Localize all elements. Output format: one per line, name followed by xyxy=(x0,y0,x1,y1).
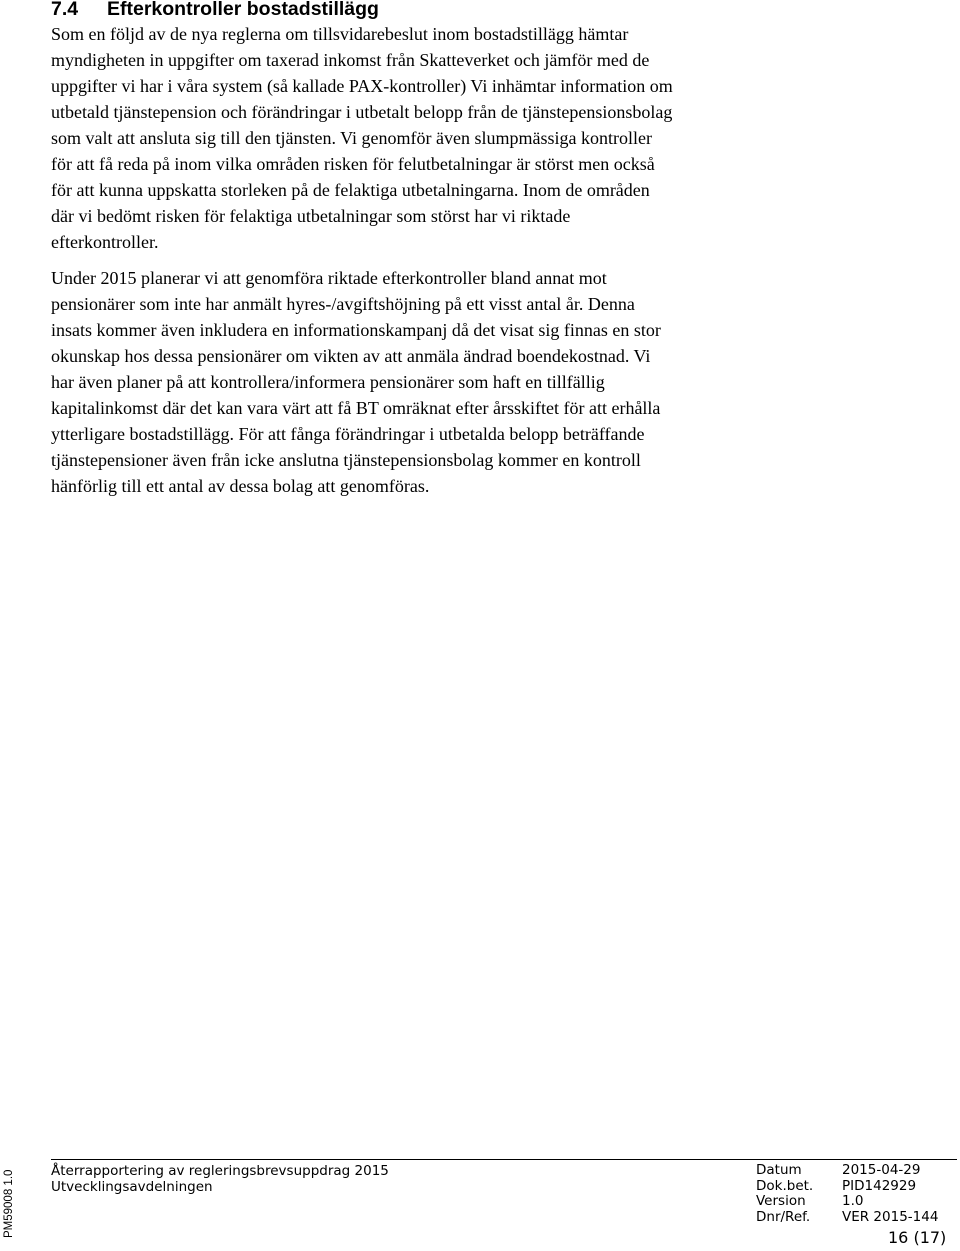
footer-metadata xyxy=(756,1163,938,1225)
text-line: Under 2015 planerar vi att genomföra riktade efterkontroller bland annat mot xyxy=(51,268,607,288)
meta-label: Version xyxy=(756,1193,806,1209)
text-line: för att kunna uppskatta storleken på de felaktiga utbetalningarna. Inom de områden xyxy=(51,180,650,200)
meta-label: Dok.bet. xyxy=(756,1177,814,1194)
text-line: har även planer på att kontrollera/informera pensionärer som haft en tillfällig xyxy=(51,372,605,392)
meta-label: Datum xyxy=(756,1162,802,1178)
form-code: PM59008 1.0 xyxy=(3,1169,15,1238)
text-line: okunskap hos dessa pensionärer om vikten av att anmäla ändrad boendekostnad. Vi xyxy=(51,346,651,366)
meta-value: 2015-04-29 xyxy=(842,1162,921,1178)
text-line: pensionärer som inte har anmält hyres-/avgiftshöjning på ett visst antal år. Denna xyxy=(51,294,635,314)
meta-label: Dnr/Ref. xyxy=(756,1208,811,1225)
footer-document-info xyxy=(51,1163,389,1195)
paragraph-1 xyxy=(51,21,741,255)
meta-row-version xyxy=(756,1194,938,1210)
footer-divider xyxy=(51,1159,957,1160)
text-line: efterkontroller. xyxy=(51,232,159,252)
text-line: utbetald tjänstepension och förändringar i utbetalt belopp från de tjänstepensionsbolag xyxy=(51,102,673,122)
section-number: 7.4 xyxy=(51,0,79,20)
text-line: hänförlig till ett antal av dessa bolag att genomföras. xyxy=(51,476,430,496)
department-name: Utvecklingsavdelningen xyxy=(51,1179,213,1195)
section-title: Efterkontroller bostadstillägg xyxy=(107,0,379,20)
text-line: Som en följd av de nya reglerna om tillsvidarebeslut inom bostadstillägg hämtar xyxy=(51,24,629,44)
text-line: kapitalinkomst där det kan vara värt att få BT omräknat efter årsskiftet för att erhålla xyxy=(51,398,661,418)
page-number: 16 (17) xyxy=(888,1228,947,1247)
paragraph-2 xyxy=(51,265,741,499)
meta-value: VER 2015-144 xyxy=(842,1208,939,1225)
text-line: myndigheten in uppgifter om taxerad inkomst från Skatteverket och jämför med de xyxy=(51,50,650,70)
text-line: ytterligare bostadstillägg. För att fånga förändringar i utbetalda belopp beträffande xyxy=(51,424,645,444)
text-line: uppgifter vi har i våra system (så kallade PAX-kontroller) Vi inhämtar information om xyxy=(51,76,673,96)
text-line: som valt att ansluta sig till den tjänsten. Vi genomför även slumpmässiga kontroller xyxy=(51,128,652,148)
meta-value: 1.0 xyxy=(842,1193,864,1209)
text-line: för att få reda på inom vilka områden risken för felutbetalningar är störst men också xyxy=(51,154,655,174)
document-title: Återrapportering av regleringsbrevsuppdrag 2015 xyxy=(51,1163,389,1179)
text-line: där vi bedömt risken för felaktiga utbetalningar som störst har vi riktade xyxy=(51,206,571,226)
meta-row-reference xyxy=(756,1210,938,1226)
meta-row-date xyxy=(756,1163,938,1179)
meta-value: PID142929 xyxy=(842,1177,917,1194)
text-line: insats kommer även inkludera en informationskampanj då det visat sig finnas en stor xyxy=(51,320,661,340)
section-heading xyxy=(51,0,379,22)
text-line: tjänstepensioner även från icke anslutna tjänstepensionsbolag kommer en kontroll xyxy=(51,450,641,470)
meta-row-document-id xyxy=(756,1179,938,1195)
